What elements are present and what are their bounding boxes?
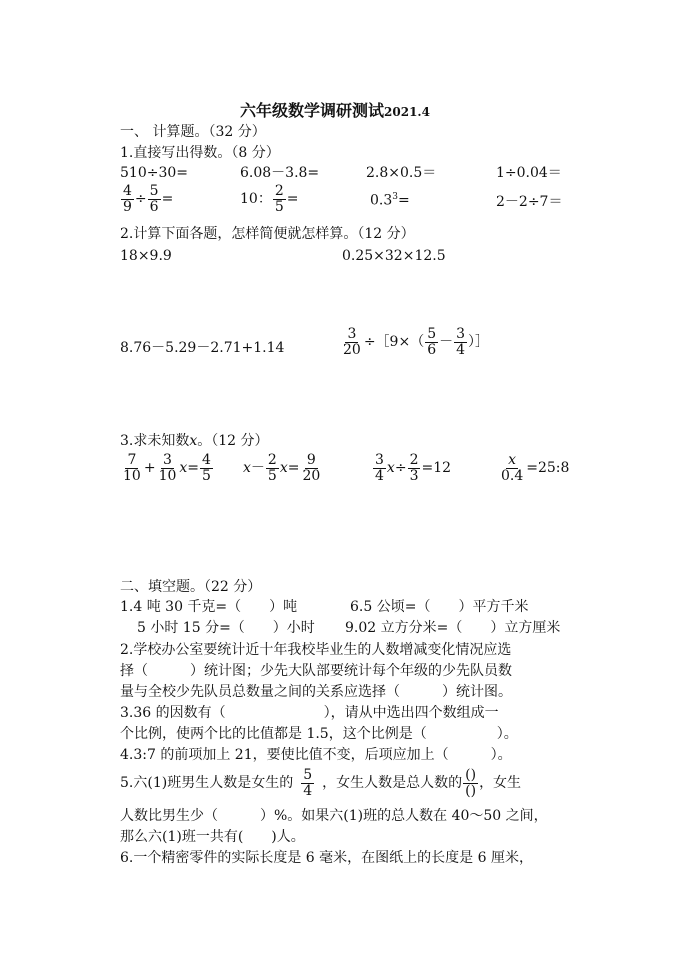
fraction: $\frac{3}{4}$ <box>456 326 466 358</box>
s2-line-4: 择（ ）统计图；少先大队部要统计每个年级的少先队员数 <box>120 663 512 679</box>
q3-eq-4: $\frac{x}{0.4}$ =25:8 <box>501 452 570 484</box>
fraction: $\frac{5}{6}$ <box>149 183 159 215</box>
q3-eq-3: $\frac{3}{4}$ x÷ $\frac{2}{3}$ =12 <box>375 452 452 484</box>
q2-expr-3: 8.76－5.29－2.71+1.14 <box>120 340 285 356</box>
fraction: $\frac{x}{0.4}$ <box>501 452 524 484</box>
fraction: $\frac{4}{9}$ <box>123 183 132 215</box>
s2-line-1b: 6.5 公顷=（ ）平方千米 <box>350 599 529 615</box>
q2-expr-2: 0.25×32×12.5 <box>342 248 446 264</box>
fraction: $\frac{5}{6}$ <box>427 326 437 358</box>
q3-eq-2: x－ $\frac{2}{5}$ x= $\frac{9}{20}$ <box>243 452 321 484</box>
s2-line-2a: 5 小时 15 分=（ ）小时 <box>137 620 315 636</box>
q1-item-5: $\frac{4}{9}$ ÷ $\frac{5}{6}$ = <box>123 183 174 215</box>
fraction: $\frac{3}{10}$ <box>158 452 177 484</box>
q3-label: 3.求未知数x。（12 分） <box>120 433 269 449</box>
s2-line-7: 个比例，使两个比的比值都是 1.5，这个比例是（ ）。 <box>120 726 518 742</box>
s2-line-12: 6.一个精密零件的实际长度是 6 毫米，在图纸上的长度是 6 厘米， <box>120 850 533 866</box>
s2-line-5: 量与全校少先队员总数量之间的关系应选择（ ）统计图。 <box>120 684 512 700</box>
fraction: $\frac{9}{20}$ <box>302 452 321 484</box>
q1-item-7: $0.3^3=$ <box>370 192 410 209</box>
q1-label: 1.直接写出得数。（8 分） <box>120 145 280 161</box>
exam-title <box>240 103 430 119</box>
s2-line-6: 3.36 的因数有（ ），请从中选出四个数组成一 <box>120 705 499 721</box>
fraction: $\frac{2}{5}$ <box>274 183 284 215</box>
s2-line-3: 2.学校办公室要统计近十年我校毕业生的人数增减变化情况应选 <box>120 642 512 658</box>
q1-item-4: 1÷0.04＝ <box>496 165 562 181</box>
section1-heading: 一、 计算题。（32 分） <box>120 124 266 140</box>
q3-eq-1: $\frac{7}{10}$ + $\frac{3}{10}$ x= $\frac{4}{5}$ <box>123 452 211 484</box>
q2-expr-1: 18×9.9 <box>120 248 172 264</box>
fraction: $\frac{2}{5}$ <box>267 452 277 484</box>
fraction: $\frac{7}{10}$ <box>123 452 141 484</box>
section2-heading: 二、填空题。（22 分） <box>120 579 262 595</box>
s2-line-11: 那么六(1)班一共有( )人。 <box>120 829 305 845</box>
fraction: $\frac{4}{5}$ <box>202 452 211 484</box>
s2-line-9: 5.六(1)班男生人数是女生的 $\frac{5}{4}$ ，女生人数是总人数的 $\frac{()}{()}$ ，女生 <box>120 767 522 799</box>
s2-line-10: 人数比男生少（ ）%。如果六(1)班的总人数在 40～50 之间， <box>120 808 548 824</box>
fraction-blank: $\frac{()}{()}$ <box>465 767 477 799</box>
s2-line-1a: 1.4 吨 30 千克=（ ）吨 <box>120 599 298 615</box>
q1-item-2: 6.08－3.8= <box>240 165 320 181</box>
q1-item-8: 2－2÷7＝ <box>496 194 563 210</box>
title-date: 2021.4 <box>384 105 430 119</box>
fraction: $\frac{3}{20}$ <box>343 326 361 358</box>
s2-line-8: 4.3:7 的前项加上 21，要使比值不变，后项应加上（ ）。 <box>120 747 512 763</box>
fraction: $\frac{3}{4}$ <box>375 452 384 484</box>
q2-expr-4: $\frac{3}{20}$ ÷［9×（ $\frac{5}{6}$ － $\frac{3}{4}$ ）］ <box>343 326 490 358</box>
fraction: $\frac{2}{3}$ <box>409 452 419 484</box>
q2-label: 2.计算下面各题，怎样简便就怎样算。（12 分） <box>120 226 415 242</box>
fraction: $\frac{5}{4}$ <box>303 767 313 799</box>
q1-item-1: 510÷30= <box>120 165 188 181</box>
q1-item-6: 10： $\frac{2}{5}$ = <box>240 183 299 215</box>
title-text: 六年级数学调研测试 <box>240 101 385 120</box>
q1-item-3: 2.8×0.5＝ <box>366 165 437 181</box>
s2-line-2b: 9.02 立方分米=（ ）立方厘米 <box>345 620 561 636</box>
